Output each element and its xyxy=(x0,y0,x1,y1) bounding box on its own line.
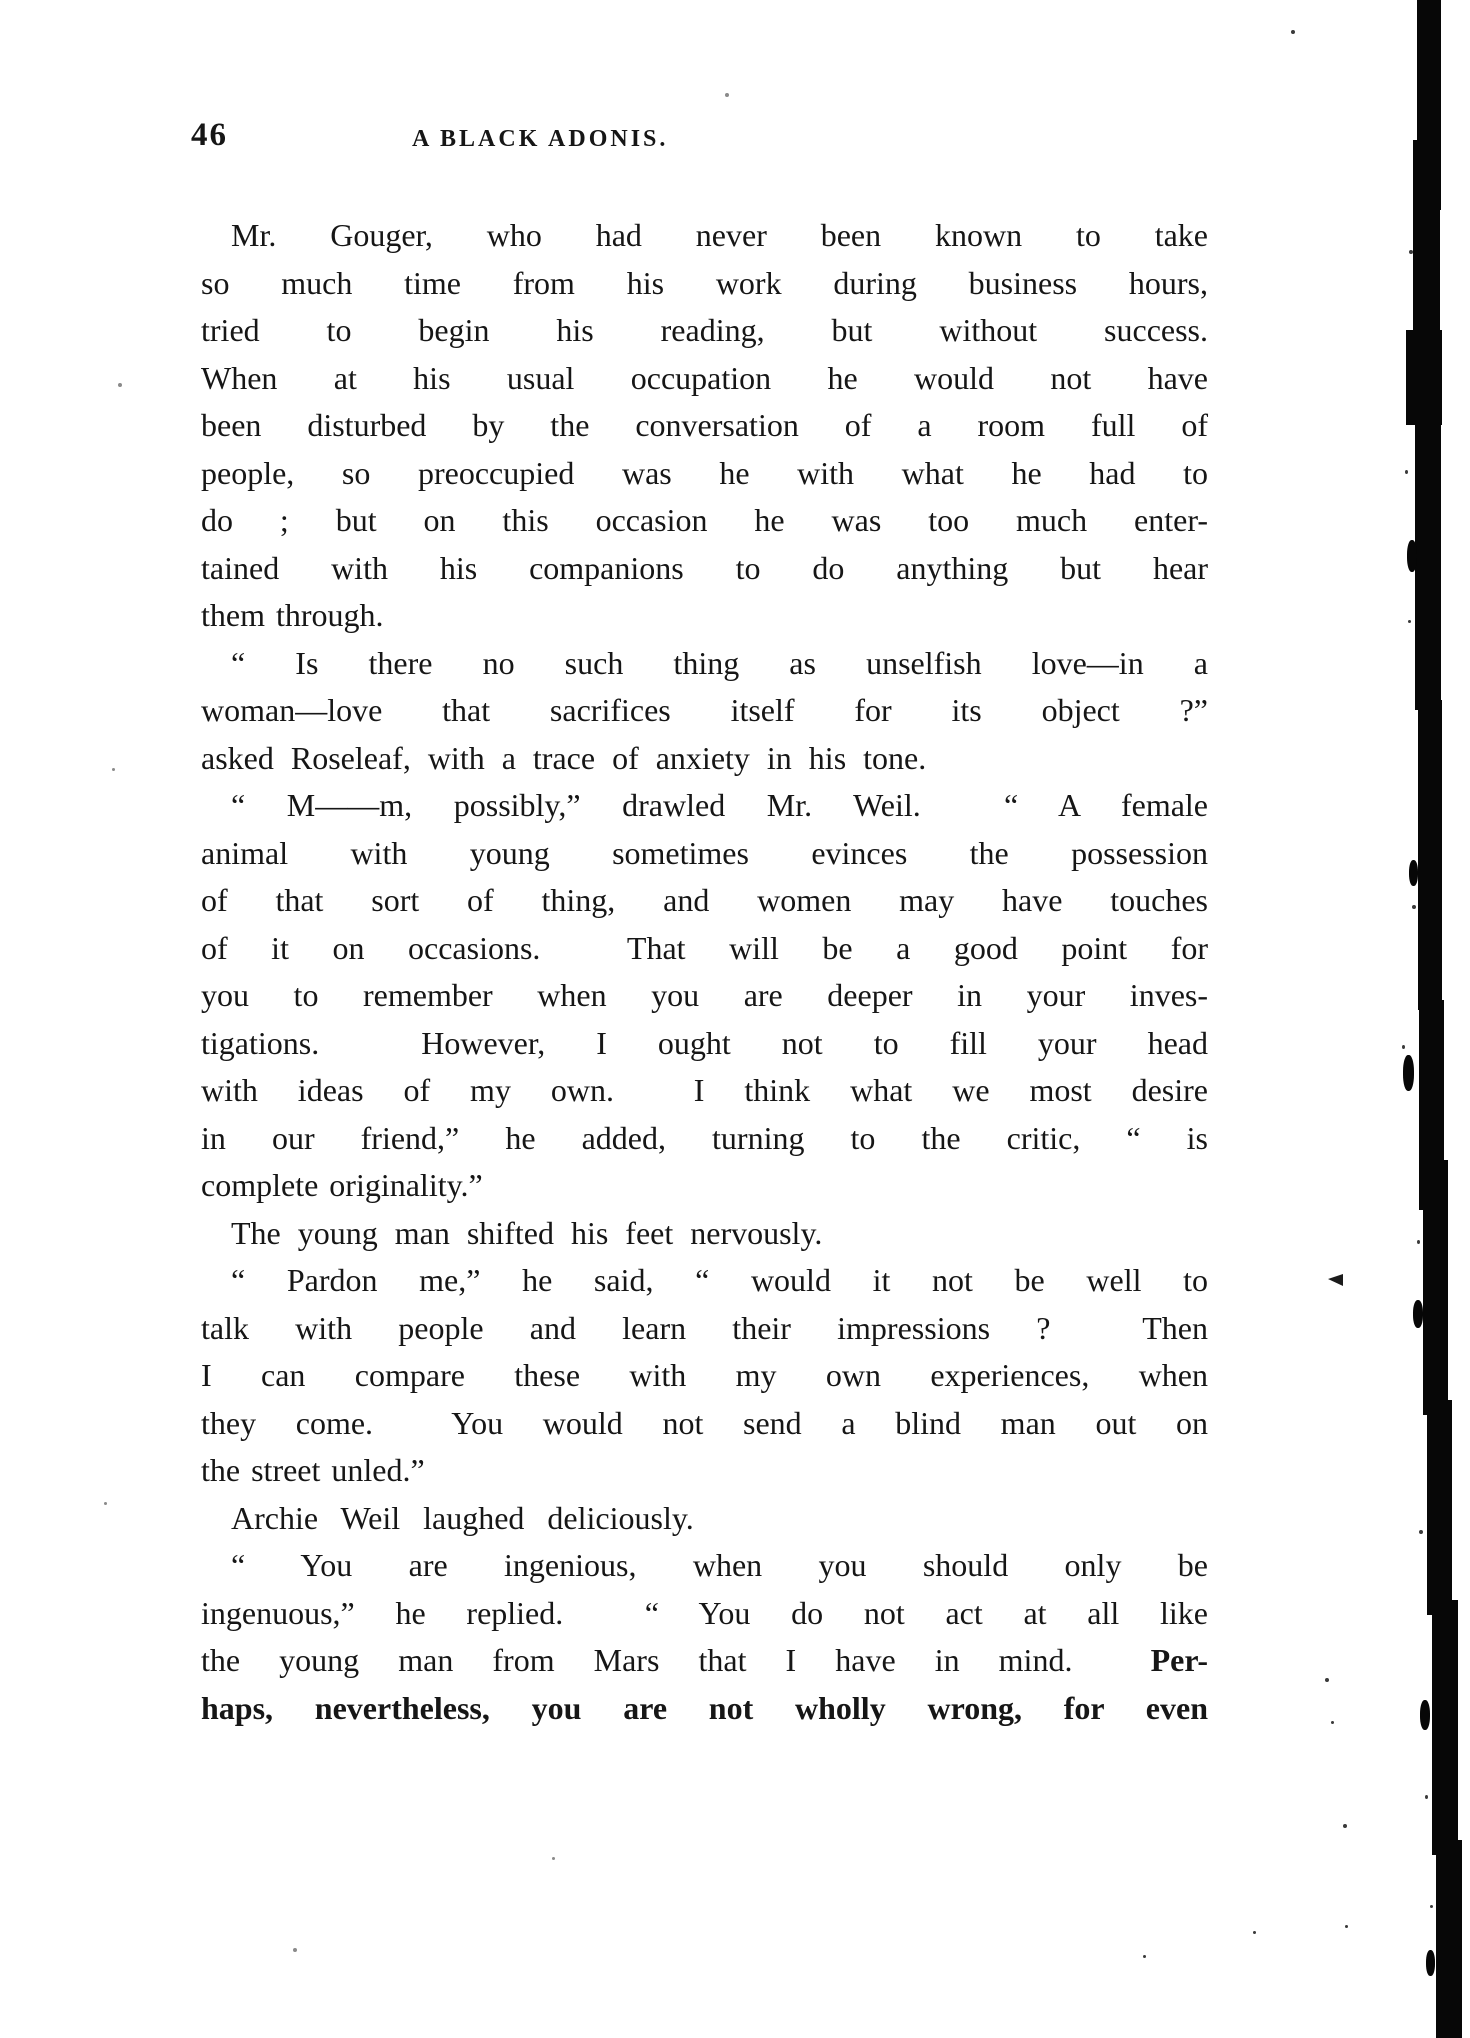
text-line: woman—love that sacrifices itself for its object ?” xyxy=(201,692,1208,728)
scan-speck xyxy=(293,1948,297,1952)
running-title: A BLACK ADONIS. xyxy=(412,126,669,152)
text-line: complete originality.” xyxy=(201,1167,483,1203)
scan-speck xyxy=(104,1502,107,1505)
text-line: in our friend,” he added, turning to the critic, “ is xyxy=(201,1119,1208,1156)
text-block xyxy=(201,212,1208,1732)
text-line: “ Is there no such thing as unselfish love—in a xyxy=(231,644,1208,681)
text-line: the street unled.” xyxy=(201,1452,425,1488)
scan-speck xyxy=(1325,1678,1329,1682)
text-line: do ; but on this occasion he was too much enter- xyxy=(201,502,1208,538)
paragraph xyxy=(201,1257,1208,1495)
text-line: of that sort of thing, and women may have touches xyxy=(201,882,1208,918)
scan-speck xyxy=(112,768,115,771)
text-line: been disturbed by the conversation of a room full of xyxy=(201,407,1208,443)
scan-speck xyxy=(1291,30,1295,34)
text-line xyxy=(201,1637,1208,1685)
paragraph xyxy=(201,1542,1208,1732)
scan-speck xyxy=(1331,1721,1334,1724)
text-line: talk with people and learn their impressions ? Then xyxy=(201,1309,1208,1346)
paragraph xyxy=(201,1495,1208,1543)
page-number: 46 xyxy=(191,117,228,153)
text-line: tigations. However, I ought not to fill your head xyxy=(201,1024,1208,1061)
paragraph xyxy=(201,640,1208,783)
scan-speck xyxy=(118,383,122,387)
text-line: animal with young sometimes evinces the possession xyxy=(201,834,1208,871)
text-line: When at his usual occupation he would not have xyxy=(201,359,1208,396)
text-line: people, so preoccupied was he with what he had to xyxy=(201,454,1208,491)
text-line: “ You are ingenious, when you should only be xyxy=(231,1547,1208,1583)
text-line: with ideas of my own. I think what we most desire xyxy=(201,1072,1208,1108)
scan-speck xyxy=(1343,1824,1347,1828)
text-line: Archie Weil laughed deliciously. xyxy=(231,1499,694,1536)
text-line: The young man shifted his feet nervously. xyxy=(231,1214,823,1251)
text-line: “ Pardon me,” he said, “ would it not be well to xyxy=(231,1262,1208,1298)
text-segment-bold: Per- xyxy=(1150,1642,1208,1678)
paragraph xyxy=(201,782,1208,1210)
text-line: tried to begin his reading, but without success. xyxy=(201,312,1208,348)
scan-speck xyxy=(1253,1931,1256,1934)
scan-speck xyxy=(1345,1925,1348,1928)
paragraph xyxy=(201,1210,1208,1258)
text-line: “ M——m, possibly,” drawled Mr. Weil. “ A female xyxy=(231,787,1208,823)
scan-speck xyxy=(725,93,729,97)
scan-speck xyxy=(552,1857,555,1860)
text-line: so much time from his work during business hours, xyxy=(201,264,1208,301)
text-line: I can compare these with my own experiences, when xyxy=(201,1357,1208,1393)
text-line: haps, nevertheless, you are not wholly wrong, for even xyxy=(201,1689,1208,1726)
paragraph xyxy=(201,212,1208,640)
text-line: of it on occasions. That will be a good point for xyxy=(201,929,1208,966)
text-line: Mr. Gouger, who had never been known to take xyxy=(231,217,1208,253)
text-line: them through. xyxy=(201,597,384,633)
text-line: they come. You would not send a blind man out on xyxy=(201,1404,1208,1441)
text-line: tained with his companions to do anything but hear xyxy=(201,549,1208,586)
text-line: ingenuous,” he replied. “ You do not act at all like xyxy=(201,1594,1208,1631)
scan-speck xyxy=(1143,1955,1146,1958)
text-segment: the young man from Mars that I have in mind. xyxy=(201,1642,1151,1678)
stray-ink-mark xyxy=(1328,1274,1343,1286)
text-line: asked Roseleaf, with a trace of anxiety in his tone. xyxy=(201,739,927,776)
text-line: you to remember when you are deeper in your inves- xyxy=(201,977,1208,1013)
